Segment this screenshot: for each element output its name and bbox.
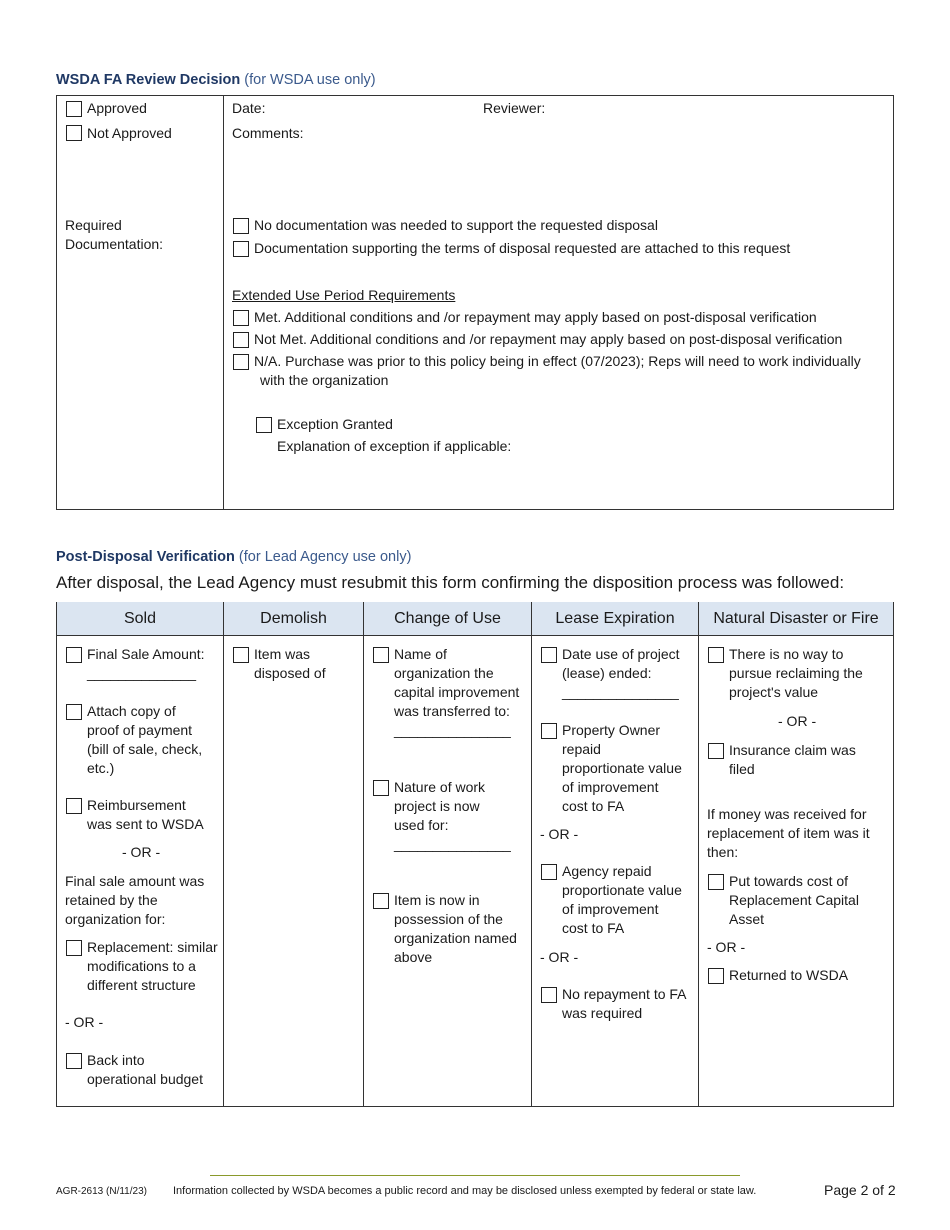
- sold-attach-line: proof of payment: [87, 722, 193, 738]
- lease-agency-line: proportionate value: [562, 882, 682, 898]
- sold-retained-line: retained by the: [65, 892, 158, 908]
- lease-agency-line: Agency repaid: [562, 863, 652, 879]
- lease-or-2: - OR -: [540, 949, 579, 965]
- not-met-checkbox[interactable]: [233, 332, 249, 348]
- sold-reimbursement-line: Reimbursement: [87, 797, 186, 813]
- disaster-or-1: - OR -: [778, 713, 817, 729]
- met-checkbox[interactable]: [233, 310, 249, 326]
- sold-reimbursement-line: was sent to WSDA: [87, 816, 204, 832]
- not-met-label: Not Met. Additional conditions and /or repayment may apply based on post-disposal verification: [254, 331, 843, 347]
- date-label: Date:: [232, 100, 266, 116]
- col-header-sold: Sold: [57, 602, 223, 636]
- sold-retained-line: organization for:: [65, 911, 166, 927]
- change-nature-line: project is now: [394, 798, 480, 814]
- disaster-money-line: then:: [707, 844, 739, 860]
- lease-no-repay-line: No repayment to FA: [562, 986, 687, 1002]
- disaster-money-line: replacement of item was it: [707, 825, 870, 841]
- change-possession-line: possession of the: [394, 911, 503, 927]
- approved-checkbox[interactable]: [66, 101, 82, 117]
- lease-no-repay-checkbox[interactable]: [541, 987, 557, 1003]
- sold-replacement-checkbox[interactable]: [66, 940, 82, 956]
- sold-or-2: - OR -: [65, 1014, 104, 1030]
- review-divider: [223, 95, 224, 510]
- col-divider: [223, 602, 224, 1107]
- disaster-insurance-checkbox[interactable]: [708, 743, 724, 759]
- disaster-no-way-checkbox[interactable]: [708, 647, 724, 663]
- disaster-no-way-line: There is no way to: [729, 646, 844, 662]
- change-nature-line: used for:: [394, 817, 449, 833]
- disaster-or-2: - OR -: [707, 939, 746, 955]
- post-title-sub: (for Lead Agency use only): [238, 549, 412, 565]
- sold-replacement-line: different structure: [87, 977, 196, 993]
- disaster-returned-checkbox[interactable]: [708, 968, 724, 984]
- sold-final-sale-label: Final Sale Amount:: [87, 646, 205, 662]
- sold-attach-checkbox[interactable]: [66, 704, 82, 720]
- lease-owner-checkbox[interactable]: [541, 723, 557, 739]
- sold-attach-line: (bill of sale, check,: [87, 741, 203, 757]
- change-name-line: was transferred to:: [394, 703, 510, 719]
- sold-final-sale-checkbox[interactable]: [66, 647, 82, 663]
- sold-replacement-line: Replacement: similar: [87, 939, 218, 955]
- disaster-put-towards-line: Replacement Capital: [729, 892, 859, 908]
- post-intro: After disposal, the Lead Agency must resubmit this form confirming the disposition process was followed:: [56, 573, 845, 592]
- lease-agency-line: of improvement: [562, 901, 659, 917]
- disaster-insurance-line: Insurance claim was: [729, 742, 856, 758]
- col-header-change-of-use: Change of Use: [364, 602, 531, 636]
- required-doc-label-2: Documentation:: [65, 236, 164, 252]
- sold-final-sale-blank[interactable]: ______________: [87, 665, 197, 681]
- doc-attached-checkbox[interactable]: [233, 241, 249, 257]
- change-possession-line: Item is now in: [394, 892, 480, 908]
- col-divider: [531, 602, 532, 1107]
- change-nature-line: Nature of work: [394, 779, 486, 795]
- lease-owner-line: Property Owner: [562, 722, 661, 738]
- sold-attach-line: etc.): [87, 760, 115, 776]
- change-possession-line: organization named: [394, 930, 517, 946]
- na-label-2: with the organization: [260, 372, 389, 388]
- post-section-title: [56, 549, 411, 565]
- change-name-checkbox[interactable]: [373, 647, 389, 663]
- col-divider: [698, 602, 699, 1107]
- col-header-disaster: Natural Disaster or Fire: [699, 602, 893, 636]
- review-title-sub: (for WSDA use only): [244, 72, 376, 88]
- sold-retained-line: Final sale amount was: [65, 873, 205, 889]
- review-title-bold: WSDA FA Review Decision: [56, 72, 241, 88]
- disaster-insurance-line: filed: [729, 761, 755, 777]
- exception-explanation-label: Explanation of exception if applicable:: [277, 438, 512, 454]
- demolish-item-line: disposed of: [254, 665, 326, 681]
- change-name-line: capital improvement: [394, 684, 520, 700]
- exception-label: Exception Granted: [277, 416, 393, 432]
- demolish-item-line: Item was: [254, 646, 311, 662]
- review-section-title: [56, 72, 376, 88]
- change-name-blank[interactable]: _______________: [394, 722, 511, 738]
- sold-replacement-line: modifications to a: [87, 958, 196, 974]
- lease-date-blank[interactable]: _______________: [562, 684, 679, 700]
- lease-owner-line: repaid: [562, 741, 601, 757]
- doc-attached-label: Documentation supporting the terms of disposal requested are attached to this request: [254, 240, 791, 256]
- not-approved-label: Not Approved: [87, 125, 172, 141]
- disaster-put-towards-line: Put towards cost of: [729, 873, 849, 889]
- post-title-bold: Post-Disposal Verification: [56, 549, 235, 565]
- disaster-returned-line: Returned to WSDA: [729, 967, 849, 983]
- disaster-no-way-line: project's value: [729, 684, 819, 700]
- disaster-put-towards-line: Asset: [729, 911, 765, 927]
- sold-back-budget-line: Back into: [87, 1052, 145, 1068]
- demolish-item-checkbox[interactable]: [233, 647, 249, 663]
- change-nature-blank[interactable]: _______________: [394, 836, 511, 852]
- exception-checkbox[interactable]: [256, 417, 272, 433]
- lease-owner-line: cost to FA: [562, 798, 625, 814]
- met-label: Met. Additional conditions and /or repayment may apply based on post-disposal verification: [254, 309, 817, 325]
- approved-label: Approved: [87, 100, 147, 116]
- not-approved-checkbox[interactable]: [66, 125, 82, 141]
- lease-date-checkbox[interactable]: [541, 647, 557, 663]
- footer-page-number: Page 2 of 2: [824, 1182, 896, 1198]
- change-name-line: organization the: [394, 665, 494, 681]
- lease-agency-line: cost to FA: [562, 920, 625, 936]
- sold-back-budget-line: operational budget: [87, 1071, 203, 1087]
- disaster-no-way-line: pursue reclaiming the: [729, 665, 863, 681]
- reviewer-label: Reviewer:: [483, 100, 546, 116]
- lease-agency-checkbox[interactable]: [541, 864, 557, 880]
- extended-use-title: Extended Use Period Requirements: [232, 287, 456, 303]
- lease-owner-line: proportionate value: [562, 760, 682, 776]
- change-name-line: Name of: [394, 646, 447, 662]
- lease-or-1: - OR -: [540, 826, 579, 842]
- change-nature-checkbox[interactable]: [373, 780, 389, 796]
- doc-none-checkbox[interactable]: [233, 218, 249, 234]
- doc-none-label: No documentation was needed to support the requested disposal: [254, 217, 658, 233]
- lease-no-repay-line: was required: [562, 1005, 643, 1021]
- required-doc-label-1: Required: [65, 217, 122, 233]
- sold-attach-line: Attach copy of: [87, 703, 176, 719]
- lease-owner-line: of improvement: [562, 779, 659, 795]
- sold-reimbursement-checkbox[interactable]: [66, 798, 82, 814]
- footer-notice: Information collected by WSDA becomes a public record and may be disclosed unless exempted by federal or state law.: [173, 1185, 757, 1197]
- na-label-1: N/A. Purchase was prior to this policy being in effect (07/2023); Reps will need to work individually: [254, 353, 861, 369]
- sold-back-budget-checkbox[interactable]: [66, 1053, 82, 1069]
- col-header-demolish: Demolish: [224, 602, 363, 636]
- na-checkbox[interactable]: [233, 354, 249, 370]
- footer-divider: [210, 1175, 740, 1176]
- disaster-put-towards-checkbox[interactable]: [708, 874, 724, 890]
- lease-date-line: Date use of project: [562, 646, 680, 662]
- sold-or-1: - OR -: [122, 844, 161, 860]
- col-divider: [363, 602, 364, 1107]
- disaster-money-line: If money was received for: [707, 806, 867, 822]
- lease-date-line: (lease) ended:: [562, 665, 652, 681]
- change-possession-checkbox[interactable]: [373, 893, 389, 909]
- comments-label: Comments:: [232, 125, 304, 141]
- footer-form-id: AGR-2613 (N/11/23): [56, 1186, 147, 1197]
- change-possession-line: above: [394, 949, 433, 965]
- col-header-lease-expiration: Lease Expiration: [532, 602, 698, 636]
